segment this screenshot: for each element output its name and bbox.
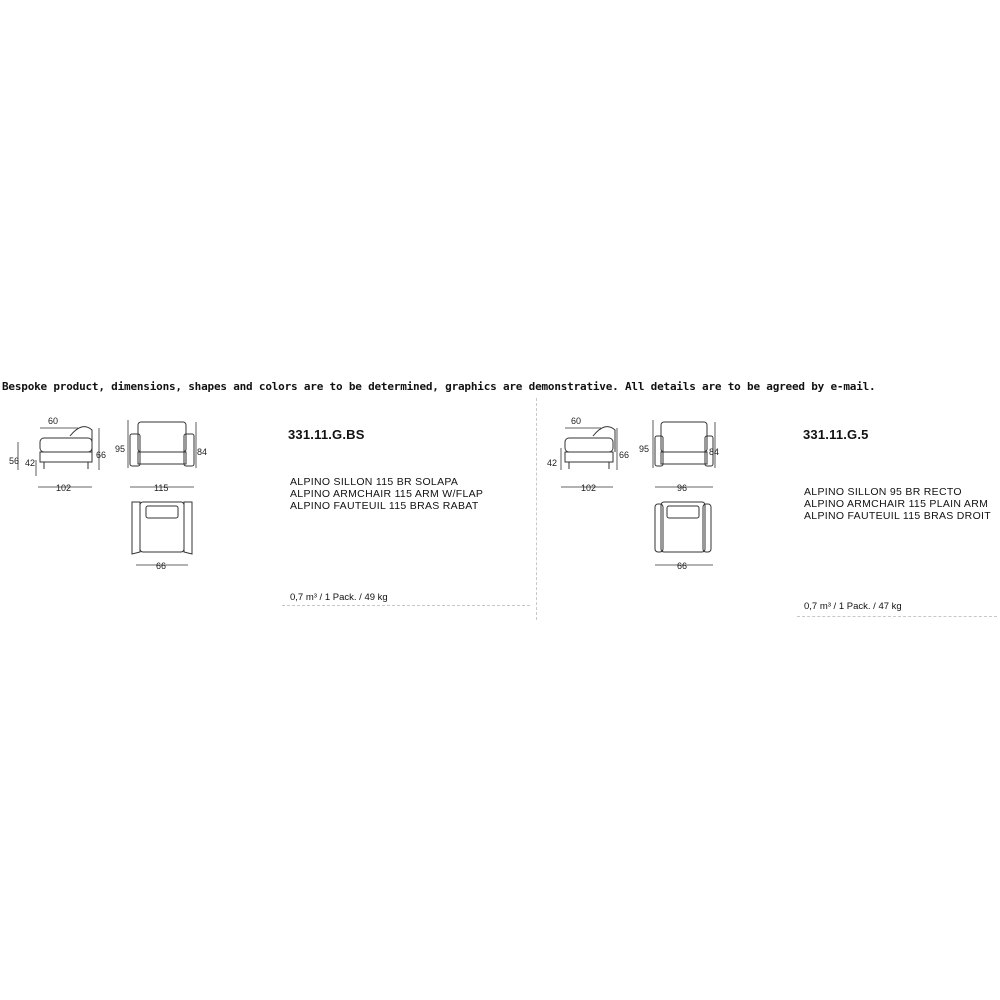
divider-line <box>797 616 997 617</box>
dim-front-back: 84 <box>709 447 720 457</box>
dim-side-arm: 66 <box>96 450 107 460</box>
dim-side-width: 102 <box>56 483 72 493</box>
pack-info: 0,7 m³ / 1 Pack. / 49 kg <box>290 592 388 603</box>
product-code: 331.11.G.5 <box>803 427 869 442</box>
description-fr: ALPINO FAUTEUIL 115 BRAS RABAT <box>290 500 479 512</box>
disclaimer-text: Bespoke product, dimensions, shapes and colors are to be determined, graphics are demonstrative. All details are to be agreed by e-mail. <box>2 380 876 393</box>
dim-top-depth: 66 <box>677 561 688 571</box>
dim-front-back: 84 <box>197 447 208 457</box>
dim-side-seat: 42 <box>547 458 558 468</box>
side-view-drawing <box>18 427 99 487</box>
product-2-drawings <box>537 398 757 620</box>
dim-top-depth: 66 <box>156 561 167 571</box>
side-view-drawing <box>561 427 617 487</box>
dim-side-width: 102 <box>581 483 597 493</box>
product-panel-2 <box>537 398 1000 620</box>
top-view-drawing <box>655 502 713 565</box>
dim-side-total: 56 <box>9 456 20 466</box>
description-es: ALPINO SILLON 95 BR RECTO <box>804 486 962 498</box>
pack-info: 0,7 m³ / 1 Pack. / 47 kg <box>804 601 902 612</box>
dim-side-arm: 66 <box>619 450 630 460</box>
dim-side-top: 60 <box>571 416 582 426</box>
description-en: ALPINO ARMCHAIR 115 PLAIN ARM <box>804 498 989 510</box>
front-view-drawing <box>653 420 715 487</box>
product-panel-1 <box>0 398 535 620</box>
dim-side-top: 60 <box>48 416 59 426</box>
front-view-drawing <box>128 420 196 487</box>
description-en: ALPINO ARMCHAIR 115 ARM W/FLAP <box>290 488 484 500</box>
dim-side-seat: 42 <box>25 458 36 468</box>
description-fr: ALPINO FAUTEUIL 115 BRAS DROIT <box>804 510 991 522</box>
product-description <box>290 476 483 512</box>
product-1-drawings <box>0 398 260 620</box>
divider-line <box>282 605 530 606</box>
dim-front-height: 95 <box>639 444 650 454</box>
description-es: ALPINO SILLON 115 BR SOLAPA <box>290 476 459 488</box>
dim-front-width: 96 <box>677 483 688 493</box>
product-description <box>804 486 991 522</box>
top-view-drawing <box>132 502 192 565</box>
dim-front-height: 95 <box>115 444 126 454</box>
product-code: 331.11.G.BS <box>288 427 365 442</box>
dim-front-width: 115 <box>154 483 169 493</box>
